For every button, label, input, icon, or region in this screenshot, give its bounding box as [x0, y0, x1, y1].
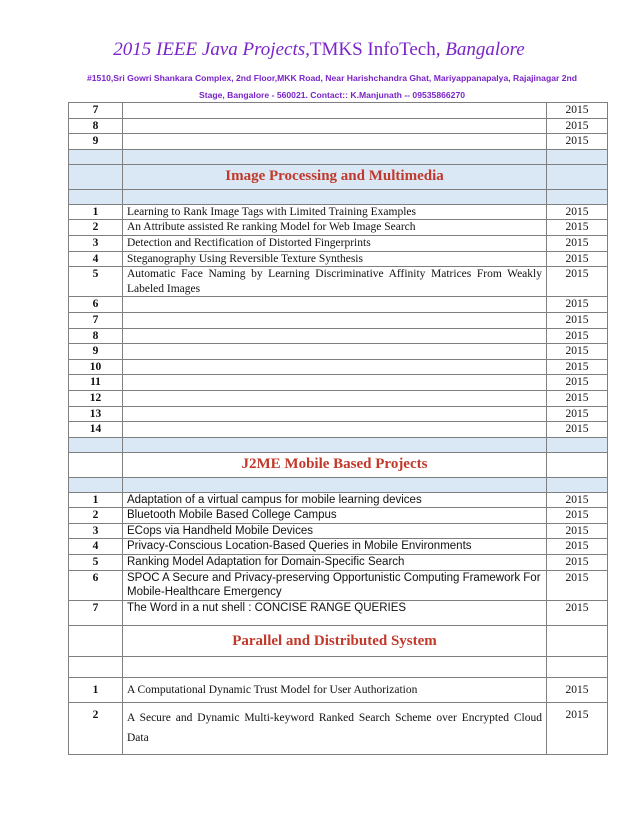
table-row — [69, 328, 608, 344]
table-row — [69, 375, 608, 391]
row-title: An Attribute assisted Re ranking Model for Web Image Search — [123, 220, 547, 236]
row-number: 6 — [69, 297, 123, 313]
row-number: 5 — [69, 267, 123, 297]
row-number: 1 — [69, 677, 123, 702]
separator-row — [69, 477, 608, 492]
row-title: SPOC A Secure and Privacy-preserving Opportunistic Computing Framework For Mobile-Healthcare Emergency — [123, 570, 547, 600]
header-address — [62, 70, 602, 104]
table-row — [69, 118, 608, 134]
separator-row — [69, 189, 608, 204]
separator-row — [69, 149, 608, 164]
table-row — [69, 134, 608, 150]
row-title — [123, 375, 547, 391]
section-title: Image Processing and Multimedia — [123, 164, 547, 189]
row-number: 5 — [69, 555, 123, 571]
table-row — [69, 702, 608, 754]
table-row — [69, 508, 608, 524]
table-row — [69, 344, 608, 360]
table-row — [69, 235, 608, 251]
row-year: 2015 — [547, 422, 608, 438]
row-title: Learning to Rank Image Tags with Limited Training Examples — [123, 204, 547, 220]
row-number: 13 — [69, 406, 123, 422]
row-number: 8 — [69, 118, 123, 134]
table-row — [69, 600, 608, 625]
section-header-j2me — [69, 452, 608, 477]
table-row — [69, 297, 608, 313]
row-number: 7 — [69, 600, 123, 625]
address-line-1: #1510,Sri Gowri Shankara Complex, 2nd Floor,MKK Road, Near Harishchandra Ghat, Mariyappanapalya, Rajajinagar 2nd — [87, 73, 577, 83]
row-number: 7 — [69, 312, 123, 328]
table-row — [69, 570, 608, 600]
table-row — [69, 406, 608, 422]
row-number: 2 — [69, 508, 123, 524]
table-row — [69, 251, 608, 267]
row-number: 10 — [69, 359, 123, 375]
table-row — [69, 539, 608, 555]
table-row — [69, 103, 608, 119]
row-title: Adaptation of a virtual campus for mobile learning devices — [123, 492, 547, 508]
row-title — [123, 297, 547, 313]
row-title: ECops via Handheld Mobile Devices — [123, 523, 547, 539]
row-number: 1 — [69, 492, 123, 508]
row-number: 11 — [69, 375, 123, 391]
row-number: 14 — [69, 422, 123, 438]
table-row — [69, 492, 608, 508]
table-row — [69, 677, 608, 702]
row-year: 2015 — [547, 220, 608, 236]
row-title: The Word in a nut shell : CONCISE RANGE QUERIES — [123, 600, 547, 625]
row-year: 2015 — [547, 702, 608, 754]
row-number: 3 — [69, 235, 123, 251]
row-year: 2015 — [547, 555, 608, 571]
row-number: 7 — [69, 103, 123, 119]
row-number: 12 — [69, 390, 123, 406]
row-year: 2015 — [547, 118, 608, 134]
row-year: 2015 — [547, 328, 608, 344]
row-number: 2 — [69, 702, 123, 754]
row-number: 4 — [69, 251, 123, 267]
row-number: 9 — [69, 344, 123, 360]
separator-row — [69, 656, 608, 677]
row-year: 2015 — [547, 375, 608, 391]
row-year: 2015 — [547, 344, 608, 360]
row-title: Automatic Face Naming by Learning Discriminative Affinity Matrices From Weakly Labeled Images — [123, 267, 547, 297]
row-year: 2015 — [547, 390, 608, 406]
row-title: Detection and Rectification of Distorted Fingerprints — [123, 235, 547, 251]
row-number: 4 — [69, 539, 123, 555]
address-line-2: Stage, Bangalore - 560021. Contact:: K.Manjunath -- 09535866270 — [198, 90, 466, 100]
row-year: 2015 — [547, 134, 608, 150]
row-number: 2 — [69, 220, 123, 236]
section-title: Parallel and Distributed System — [123, 625, 547, 656]
row-title: A Computational Dynamic Trust Model for User Authorization — [123, 677, 547, 702]
row-year: 2015 — [547, 267, 608, 297]
row-title — [123, 328, 547, 344]
row-title — [123, 359, 547, 375]
header-title-c: , — [435, 39, 446, 60]
row-year: 2015 — [547, 508, 608, 524]
section-header-image-processing — [69, 164, 608, 189]
table-row — [69, 359, 608, 375]
row-title — [123, 103, 547, 119]
row-number: 8 — [69, 328, 123, 344]
row-number: 9 — [69, 134, 123, 150]
row-title — [123, 134, 547, 150]
separator-row — [69, 437, 608, 452]
row-title — [123, 422, 547, 438]
row-year: 2015 — [547, 204, 608, 220]
table-row — [69, 422, 608, 438]
row-title: Ranking Model Adaptation for Domain-Specific Search — [123, 555, 547, 571]
projects-table — [68, 102, 608, 755]
row-year: 2015 — [547, 523, 608, 539]
row-title: Bluetooth Mobile Based College Campus — [123, 508, 547, 524]
row-year: 2015 — [547, 677, 608, 702]
row-title — [123, 118, 547, 134]
section-header-parallel — [69, 625, 608, 656]
row-title: Privacy-Conscious Location-Based Queries in Mobile Environments — [123, 539, 547, 555]
row-year: 2015 — [547, 297, 608, 313]
row-number: 6 — [69, 570, 123, 600]
row-title — [123, 390, 547, 406]
row-title — [123, 406, 547, 422]
header-title-d: Bangalore — [445, 39, 525, 60]
row-title: Steganography Using Reversible Texture Synthesis — [123, 251, 547, 267]
row-number: 1 — [69, 204, 123, 220]
header-title-b: TMKS InfoTech — [309, 39, 436, 60]
page-header-title — [0, 38, 638, 62]
table-row — [69, 312, 608, 328]
table-row — [69, 523, 608, 539]
row-year: 2015 — [547, 539, 608, 555]
row-year: 2015 — [547, 251, 608, 267]
table-row — [69, 220, 608, 236]
table-row — [69, 204, 608, 220]
row-year: 2015 — [547, 103, 608, 119]
row-year: 2015 — [547, 312, 608, 328]
table-row — [69, 390, 608, 406]
row-year: 2015 — [547, 235, 608, 251]
table-row — [69, 555, 608, 571]
row-year: 2015 — [547, 600, 608, 625]
row-number: 3 — [69, 523, 123, 539]
row-title: A Secure and Dynamic Multi-keyword Ranked Search Scheme over Encrypted Cloud Data — [123, 702, 547, 754]
row-year: 2015 — [547, 492, 608, 508]
row-year: 2015 — [547, 570, 608, 600]
row-title — [123, 312, 547, 328]
table-row — [69, 267, 608, 297]
row-year: 2015 — [547, 359, 608, 375]
row-year: 2015 — [547, 406, 608, 422]
header-title-a: 2015 IEEE Java Projects, — [113, 39, 310, 60]
row-title — [123, 344, 547, 360]
section-title: J2ME Mobile Based Projects — [123, 452, 547, 477]
